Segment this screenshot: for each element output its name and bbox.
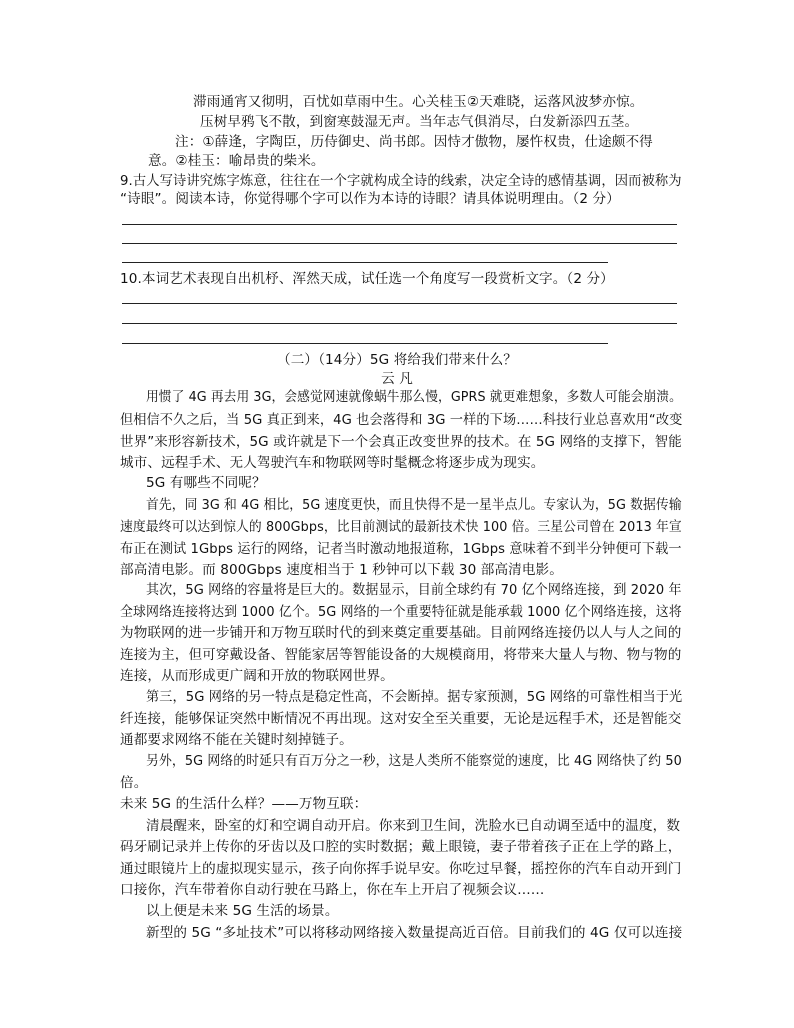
answer-line	[122, 303, 677, 304]
article-line: 5G 有哪些不同呢？	[146, 475, 266, 491]
article-line: 布正在测试 1Gbps 运行的网络，记者当时激动地报道称，1Gbps 意味着不到半分钟便可下载一	[120, 541, 682, 557]
article-line: 但相信不久之后，当 5G 真正到来，4G 也会落得和 3G 一样的下场……科技行业总喜欢用“改变	[120, 412, 683, 428]
article-line: 通都要求网络不能在关键时刻掉链子。	[120, 732, 353, 748]
article-line: 口接你，汽车带着你自动行驶在马路上，你在车上开启了视频会议……	[120, 882, 545, 898]
article-line: 城市、远程手术、无人驾驶汽车和物联网等时髦概念将逐步成为现实。	[120, 455, 545, 471]
article-line: 连接，从而形成更广阔和开放的物联网世界。	[120, 668, 394, 684]
article-line: 用惯了 4G 再去用 3G，会感觉网速就像蜗牛那么慢，GPRS 就更难想象，多数人可能会崩溃。	[146, 389, 682, 405]
answer-line	[122, 262, 608, 263]
article-line: 为物联网的进一步铺开和万物互联时代的到来奠定重要基础。目前网络连接仍以人与人之间的	[120, 625, 682, 641]
answer-line	[122, 343, 608, 344]
answer-line	[122, 243, 677, 244]
article-line: 倍。	[120, 775, 148, 791]
question-10-line-1: 10.本词艺术表现自出机杼、浑然天成，试任选一个角度写一段赏析文字。（2 分）	[120, 271, 614, 287]
poem-line-1: 滞雨通宵又彻明，百忧如草雨中生。心关桂玉②天难晓，运落风波梦亦惊。	[193, 94, 644, 110]
poem-note-2: 意。②桂玉：喻昂贵的柴米。	[148, 153, 325, 169]
article-line: 清晨醒来，卧室的灯和空调自动开启。你来到卫生间，洗脸水已自动调至适中的温度，数	[146, 818, 681, 834]
poem-note-1: 注：①薛逢，字陶臣，历侍御史、尚书郎。因恃才傲物，屡忤权贵，仕途颇不得	[175, 134, 653, 150]
article-line: 通过眼镜片上的虚拟现实显示，孩子向你挥手说早安。你吃过早餐，摇控你的汽车自动开到门	[120, 861, 682, 877]
answer-line	[122, 224, 677, 225]
article-line: 连接为主，但可穿戴设备、智能家居等智能设备的大规模商用，将带来大量人与物、物与物的	[120, 647, 682, 663]
section-title: （二）（14分）5G 将给我们带来什么？	[277, 352, 517, 368]
question-9-line-2: “诗眼”。阅读本诗，你觉得哪个字可以作为本诗的诗眼？请具体说明理由。（2 分）	[120, 191, 620, 207]
question-9-line-1: 9.古人写诗讲究炼字炼意，往往在一个字就构成全诗的线索，决定全诗的感情基调，因而被称为	[120, 173, 682, 189]
article-line: 其次，5G 网络的容量将是巨大的。数据显示，目前全球约有 70 亿个网络连接，到 2020 年	[146, 582, 682, 598]
article-line: 另外，5G 网络的时延只有百万分之一秒，这是人类所不能察觉的速度，比 4G 网络快了约 50	[146, 753, 682, 769]
article-line: 世界”来形容新技术，5G 或许就是下一个会真正改变世界的技术。在 5G 网络的支撑下，智能	[120, 434, 682, 450]
article-line: 全球网络连接将达到 1000 亿个。5G 网络的一个重要特征就是能承载 1000 亿个网络连接，这将	[120, 604, 682, 620]
poem-line-2: 压树早鸦飞不散，到窗寒鼓湿无声。当年志气俱消尽，白发新添四五茎。	[200, 114, 639, 130]
article-line: 新型的 5G “多址技术”可以将移动网络接入数量提高近百倍。目前我们的 4G 仅可以连接	[146, 925, 683, 941]
article-line: 以上便是未来 5G 生活的场景。	[146, 903, 339, 919]
article-line: 首先，同 3G 和 4G 相比，5G 速度更快，而且快得不是一星半点儿。专家认为，5G 数据传输	[146, 497, 682, 513]
answer-line	[122, 323, 677, 324]
article-line: 纤连接，能够保证突然中断情况不再出现。这对安全至关重要，无论是远程手术，还是智能交	[120, 711, 682, 727]
author-name: 云 凡	[381, 371, 413, 387]
article-line: 速度最终可以达到惊人的 800Gbps，比目前测试的最新技术快 100 倍。三星公司曾在 2013 年宣	[120, 519, 682, 535]
article-line: 部高清电影。而 800Gbps 速度相当于 1 秒钟可以下载 30 部高清电影。	[120, 562, 563, 578]
article-line: 第三，5G 网络的另一特点是稳定性高，不会断掉。据专家预测，5G 网络的可靠性相当于光	[146, 689, 683, 705]
article-line: 未来 5G 的生活什么样？——万物互联：	[120, 796, 368, 812]
article-line: 码牙刷记录并上传你的牙齿以及口腔的实时数据；戴上眼镜，妻子带着孩子正在上学的路上，	[120, 839, 682, 855]
